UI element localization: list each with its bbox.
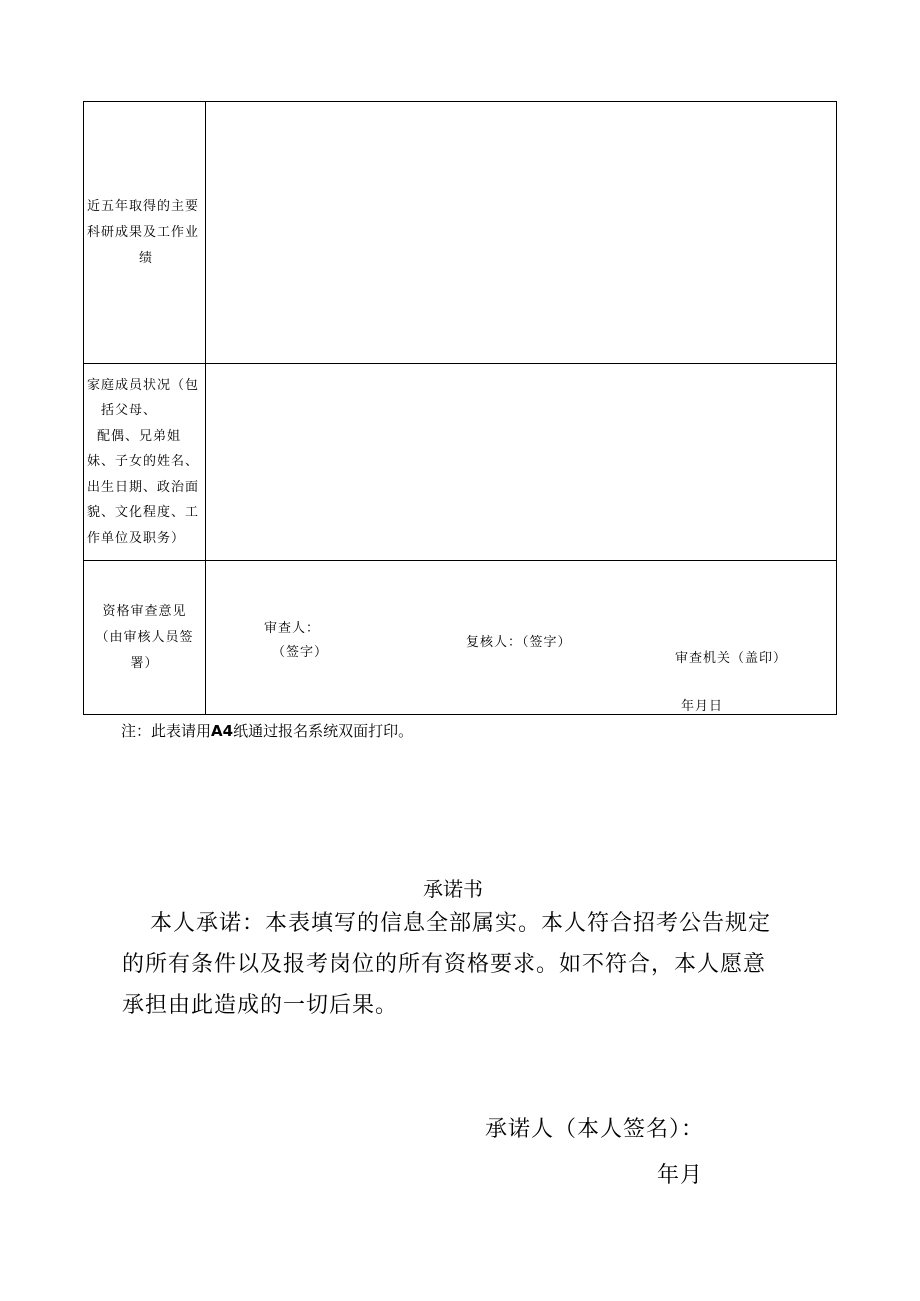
- label-line: 科研成果及工作业: [87, 224, 200, 240]
- note-paper-size: A4: [211, 722, 234, 740]
- rechecker-label: 复核人：（签字）: [466, 635, 572, 650]
- review-authority-seal-label: 审查机关（盖印）: [675, 651, 788, 666]
- pledge-date-label: 年月: [657, 1163, 704, 1188]
- label-line: 近五年取得的主要: [87, 198, 200, 214]
- label-line: 貌、文化程度、工: [87, 505, 200, 521]
- pledge-body: [122, 903, 842, 1026]
- label-line: 出生日期、政治面: [87, 479, 200, 495]
- label-line: 配偶、兄弟姐: [97, 428, 182, 444]
- pledge-line: 的所有条件以及报考岗位的所有资格要求。如不符合，本人愿意: [122, 952, 767, 977]
- label-line: 署）: [130, 655, 159, 671]
- reviewer-label: 审查人：: [264, 621, 321, 636]
- note-prefix: 注：此表请用: [121, 722, 212, 740]
- note-suffix: 纸通过报名系统双面打印。: [233, 722, 414, 740]
- table-row: [84, 364, 837, 561]
- print-note: [121, 720, 413, 741]
- label-line: 括父母、: [101, 403, 158, 419]
- review-date-label: 年月日: [681, 699, 724, 714]
- qualification-review-label: [84, 561, 206, 715]
- reviewer-sign-label: （签字）: [272, 645, 329, 660]
- research-achievements-field[interactable]: [206, 102, 837, 364]
- label-line: （由审核人员签: [95, 629, 194, 645]
- label-line: 资格审查意见: [102, 603, 187, 619]
- pledge-line: 本人承诺：本表填写的信息全部属实。本人符合招考公告规定: [150, 911, 772, 936]
- pledge-line: 承担由此造成的一切后果。: [122, 993, 399, 1018]
- application-form-table: [83, 101, 837, 715]
- table-row: [84, 102, 837, 364]
- pledge-title: 承诺书: [423, 877, 483, 901]
- label-line: 妹、子女的姓名、: [87, 454, 200, 470]
- pledge-signer-label: 承诺人（本人签名）：: [485, 1117, 705, 1142]
- family-members-field[interactable]: [206, 364, 837, 561]
- label-line: 作单位及职务）: [87, 530, 186, 546]
- label-line: 家庭成员状况（包: [87, 377, 200, 393]
- table-row: [84, 561, 837, 715]
- qualification-review-field[interactable]: [206, 561, 837, 715]
- research-achievements-label: [84, 102, 206, 364]
- label-line: 绩: [138, 250, 153, 266]
- family-members-label: [84, 364, 206, 561]
